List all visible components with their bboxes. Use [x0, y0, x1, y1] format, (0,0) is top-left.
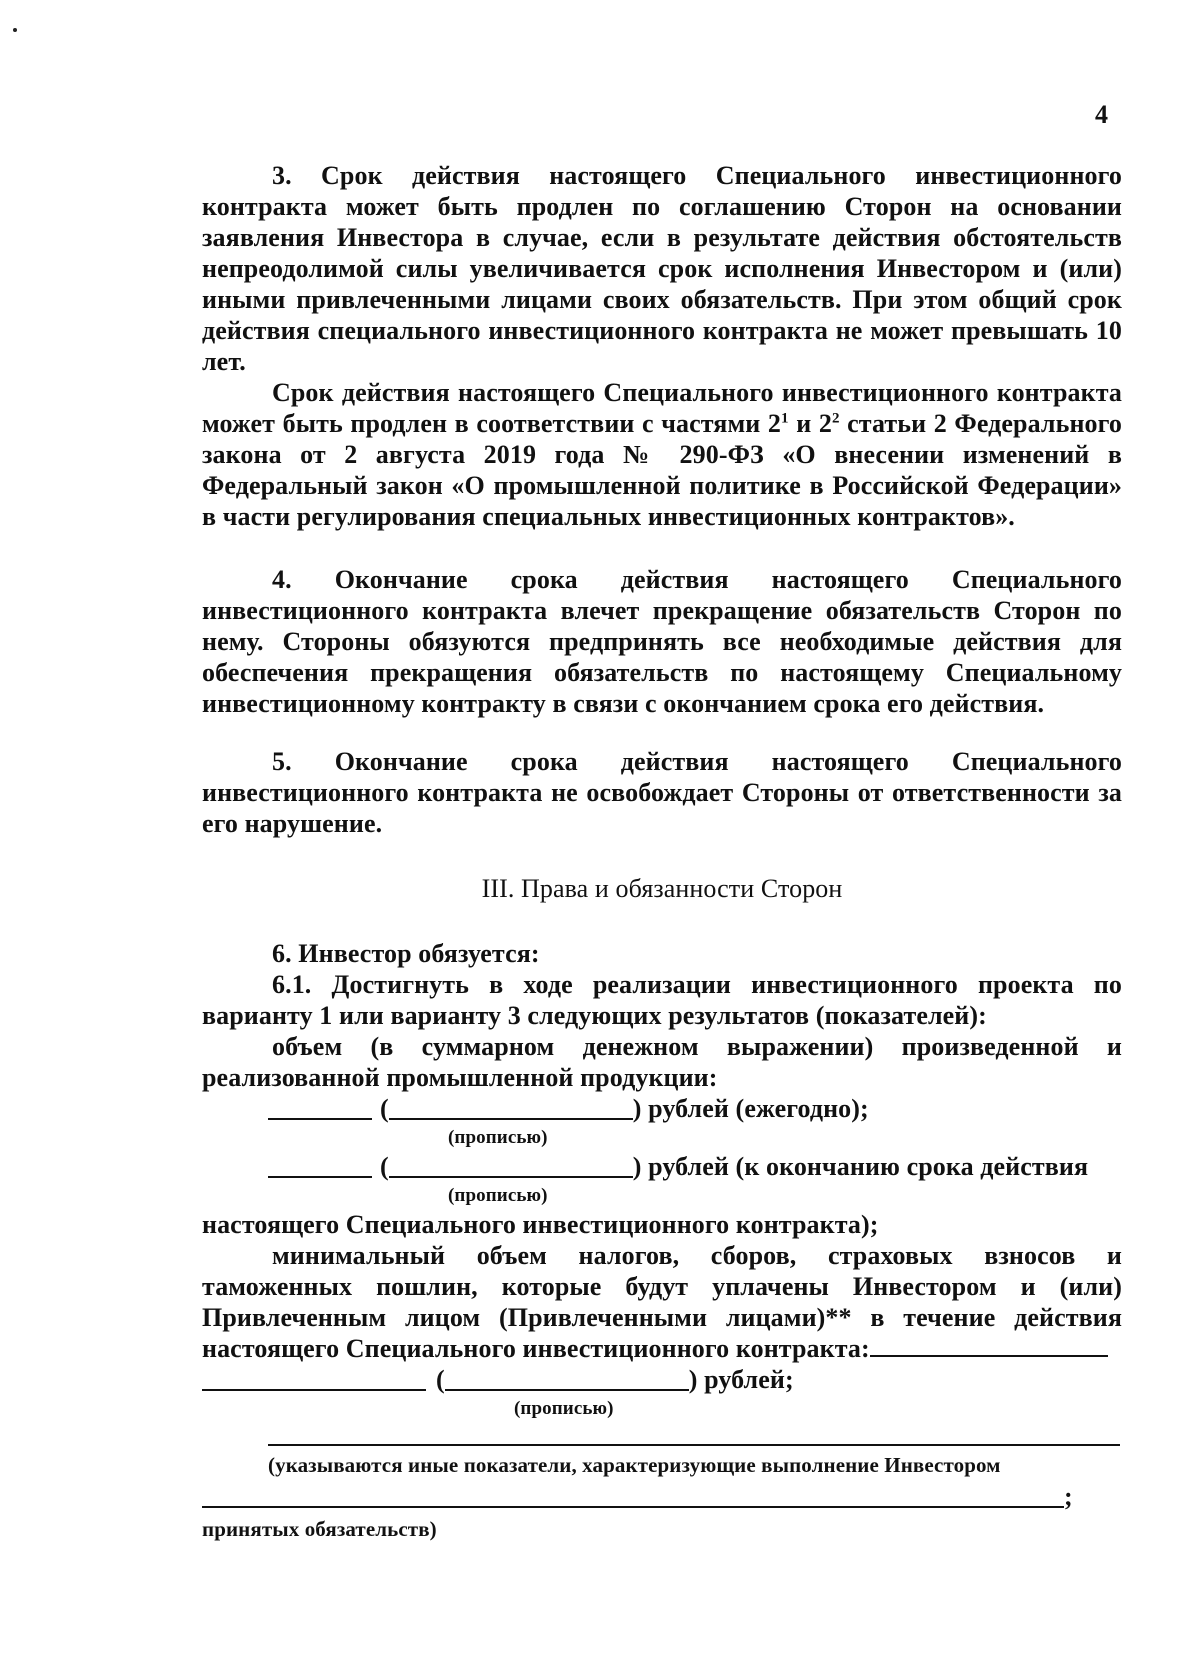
- page-number: 4: [1095, 100, 1108, 129]
- taxes-amount-line: [202, 1364, 1122, 1395]
- paragraph-3-extension-a: Срок действия настоящего Специального инвестиционного контракта может быть продлен в соответствии с частями 2: [202, 378, 1122, 438]
- open-paren: (: [380, 1152, 389, 1181]
- amount-blank: [202, 1365, 426, 1391]
- other-indicators-caption: (указываются иные показатели, характеризующие выполнение Инвестором: [268, 1453, 1001, 1477]
- paragraph-6-1: 6.1. Достигнуть в ходе реализации инвестиционного проекта по варианту 1 или варианту 3 следующих результатов (показателей):: [202, 970, 1122, 1030]
- caption-in-words: (прописью): [514, 1398, 614, 1419]
- taxes-paragraph: [202, 1240, 1122, 1364]
- volume-intro: объем (в суммарном денежном выражении) произведенной и реализованной промышленной продукции:: [202, 1032, 1122, 1092]
- obligations-tail: принятых обязательств): [202, 1517, 437, 1541]
- paragraph-6: 6. Инвестор обязуется:: [272, 939, 540, 968]
- paragraph-4: 4. Окончание срока действия настоящего Специального инвестиционного контракта влечет прекращение обязательств Сторон по нему. Стороны обязуются предпринять все необходимые действия для обеспечения прекращения обязательств по настоящему Специальному инвестиционному контракту в связи с окончанием срока его действия.: [202, 565, 1122, 718]
- semicolon: ;: [1064, 1482, 1073, 1511]
- rub-annual-text: ) рублей (ежегодно);: [632, 1094, 869, 1123]
- section-heading: III. Права и обязанности Сторон: [481, 874, 843, 903]
- contract-tail: настоящего Специального инвестиционного контракта);: [202, 1210, 879, 1239]
- scan-speck: [13, 28, 17, 32]
- rub-end-text: ) рублей (к окончанию срока действия: [632, 1152, 1089, 1181]
- amount-in-words-blank: [389, 1152, 633, 1178]
- paragraph-5: 5. Окончание срока действия настоящего Специального инвестиционного контракта не освобождает Стороны от ответственности за его нарушение.: [202, 747, 1122, 838]
- caption-in-words: (прописью): [448, 1185, 548, 1206]
- amount-blank: [268, 1152, 372, 1178]
- other-indicators-blank: [268, 1422, 1120, 1446]
- caption-in-words: (прописью): [448, 1127, 548, 1148]
- paragraph-3-extension-c: статьи 2 Федерального закона от 2 августа 2019 года № 290-ФЗ «О внесении изменений в Федеральный закон «О промышленной политике в Российской Федерации» в части регулирования специальных инвестиционных контрактов».: [202, 409, 1123, 531]
- indicators-blank: [202, 1482, 1064, 1508]
- taxes-text: минимальный объем налогов, сборов, страховых взносов и таможенных пошлин, которые будут уплачены Инвестором и (или) Привлеченным лицом (Привлеченными лицами)** в течение действия настоящего Специального инвестиционного контракта:: [202, 1241, 1122, 1363]
- superscript-1: 1: [781, 410, 789, 427]
- amount-in-words-blank: [389, 1094, 633, 1120]
- amount-in-words-blank: [445, 1365, 689, 1391]
- paragraph-3-extension-b: и 2: [788, 409, 832, 438]
- taxes-blank: [870, 1335, 1108, 1357]
- rub-plain-text: ) рублей;: [688, 1365, 794, 1394]
- open-paren: (: [380, 1094, 389, 1123]
- annual-amount-line: [202, 1093, 1122, 1124]
- end-amount-line: [202, 1151, 1122, 1182]
- paragraph-3: 3. Срок действия настоящего Специального инвестиционного контракта может быть продлен по соглашению Сторон на основании заявления Инвестора в случае, если в результате действия обстоятельств непреодолимой силы увеличивается срок исполнения Инвестором и (или) иными привлеченными лицами своих обязательств. При этом общий срок действия специального инвестиционного контракта не может превышать 10 лет.: [202, 161, 1122, 376]
- open-paren: (: [436, 1365, 445, 1394]
- document-body: [202, 160, 1122, 1543]
- amount-blank: [268, 1094, 372, 1120]
- superscript-2: 2: [831, 410, 840, 427]
- indicators-line: [202, 1481, 1122, 1512]
- paragraph-3-extension: [202, 377, 1122, 532]
